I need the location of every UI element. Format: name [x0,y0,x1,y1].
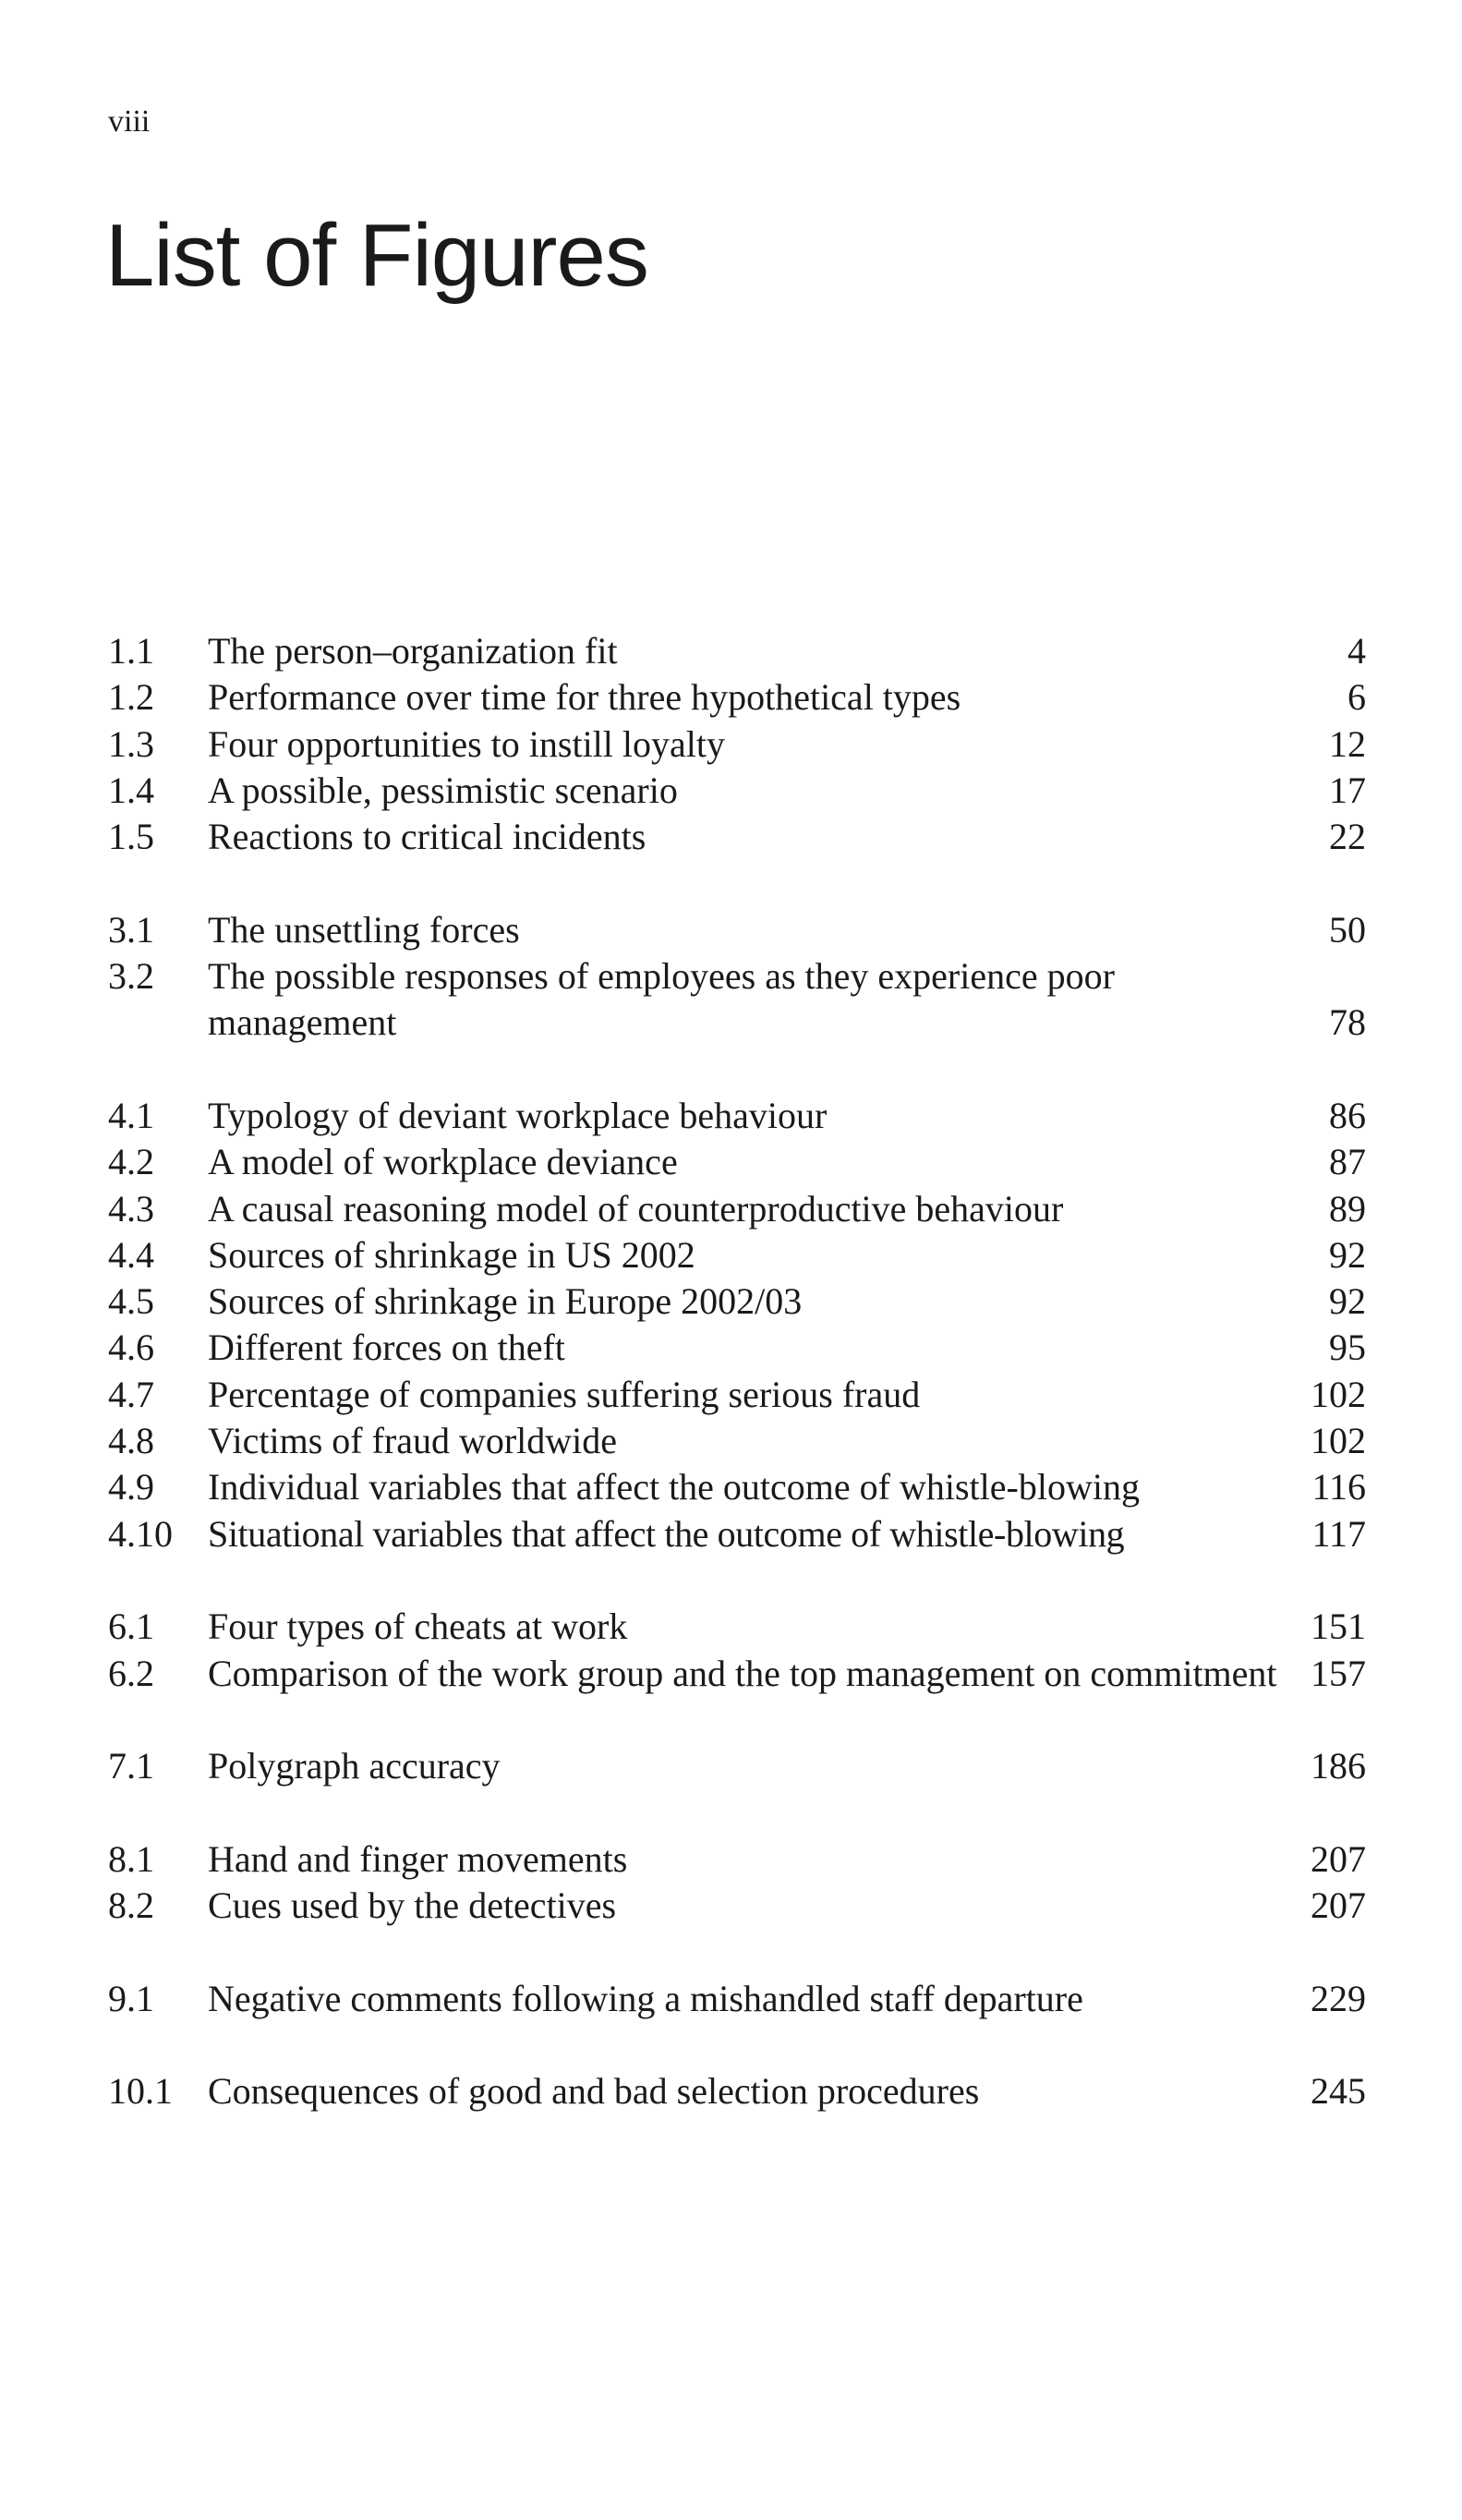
figure-page: 22 [1329,816,1366,858]
figure-caption: Negative comments following a mishandled staff departure [208,1977,1083,2019]
figure-page: 92 [1329,1233,1366,1276]
figure-page: 116 [1311,1466,1366,1508]
figure-page: 86 [1329,1094,1366,1136]
figure-number: 4.10 [108,1512,173,1555]
figure-number: 4.8 [108,1420,154,1462]
figure-entry[interactable] [108,1278,1366,1325]
figure-caption: A causal reasoning model of counterproductive behaviour [208,1187,1064,1230]
figure-caption: Four opportunities to instill loyalty [208,722,725,765]
figure-page: 245 [1311,2070,1366,2113]
figure-entry[interactable] [108,1418,1366,1464]
figure-page: 78 [1329,1001,1366,1044]
figure-caption: Typology of deviant workplace behaviour [208,1094,828,1136]
figure-number: 4.2 [108,1141,154,1183]
figure-entry[interactable] [108,953,1366,1047]
figure-group-chapter-6 [108,1604,1366,1697]
figure-number: 4.9 [108,1466,154,1508]
figure-caption: A possible, pessimistic scenario [208,769,678,811]
figure-number: 4.3 [108,1187,154,1230]
figure-number: 1.3 [108,722,154,765]
figure-number: 4.5 [108,1280,154,1323]
page-number: viii [108,104,151,139]
figure-group-chapter-4 [108,1093,1366,1557]
figure-entry[interactable] [108,1743,1366,1789]
figure-page: 50 [1329,908,1366,951]
figure-caption: A model of workplace deviance [208,1141,678,1183]
figure-entry[interactable] [108,2068,1366,2114]
figure-entry[interactable] [108,1232,1366,1278]
figure-caption: Comparison of the work group and the top management on commitment [208,1652,1277,1694]
figure-number: 1.4 [108,769,154,811]
figure-group-chapter-10 [108,2068,1366,2114]
figure-page: 4 [1347,630,1366,672]
figure-page: 157 [1311,1652,1366,1694]
figure-page: 207 [1311,1837,1366,1880]
figure-caption: Hand and finger movements [208,1837,628,1880]
figure-caption: Polygraph accuracy [208,1745,501,1787]
figure-entry[interactable] [108,768,1366,814]
figure-page: 92 [1329,1280,1366,1323]
figure-caption: Performance over time for three hypothetical types [208,676,961,719]
figure-caption: Percentage of companies suffering serious fraud [208,1373,921,1415]
figure-caption: Cues used by the detectives [208,1884,617,1927]
figure-number: 6.1 [108,1605,154,1648]
figure-page: 207 [1311,1884,1366,1927]
figure-entry[interactable] [108,1186,1366,1232]
figure-page: 186 [1311,1745,1366,1787]
figure-entry[interactable] [108,628,1366,674]
figure-group-chapter-9 [108,1976,1366,2022]
figure-page: 229 [1311,1977,1366,2019]
figure-caption: Consequences of good and bad selection procedures [208,2070,980,2113]
figure-page: 102 [1311,1373,1366,1415]
figure-group-chapter-8 [108,1836,1366,1930]
figure-caption: Victims of fraud worldwide [208,1420,618,1462]
figure-entry[interactable] [108,1883,1366,1929]
figure-page: 17 [1329,769,1366,811]
figure-entry[interactable] [108,1139,1366,1185]
figure-list [108,628,1366,2162]
figure-page: 95 [1329,1327,1366,1369]
figure-entry[interactable] [108,1976,1366,2022]
figure-caption: Individual variables that affect the outcome of whistle-blowing [208,1466,1140,1508]
figure-entry[interactable] [108,721,1366,768]
figure-page: 87 [1329,1141,1366,1183]
figure-entry[interactable] [108,907,1366,953]
figure-number: 7.1 [108,1745,154,1787]
figure-page: 117 [1311,1512,1366,1555]
figure-entry[interactable] [108,1464,1366,1510]
figure-caption: Sources of shrinkage in Europe 2002/03 [208,1280,803,1323]
page-title: List of Figures [105,206,648,305]
figure-group-chapter-3 [108,907,1366,1047]
figure-page: 6 [1347,676,1366,719]
figure-number: 3.2 [108,955,154,998]
figure-number: 8.1 [108,1837,154,1880]
figure-entry[interactable] [108,1651,1366,1697]
figure-caption: Four types of cheats at work [208,1605,628,1648]
figure-number: 4.7 [108,1373,154,1415]
figure-entry[interactable] [108,1325,1366,1371]
figure-caption: The person–organization fit [208,630,618,672]
figure-caption: The unsettling forces [208,908,520,951]
figure-page: 12 [1329,722,1366,765]
figure-entry[interactable] [108,1604,1366,1650]
figure-number: 10.1 [108,2070,173,2113]
figure-number: 9.1 [108,1977,154,2019]
figure-number: 1.2 [108,676,154,719]
figure-entry[interactable] [108,674,1366,721]
figure-number: 3.1 [108,908,154,951]
figure-group-chapter-1 [108,628,1366,860]
figure-page: 151 [1311,1605,1366,1648]
figure-entry[interactable] [108,814,1366,860]
figure-caption: Different forces on theft [208,1327,565,1369]
figure-page: 102 [1311,1420,1366,1462]
figure-number: 4.6 [108,1327,154,1369]
figure-caption: The possible responses of employees as they experience poor management [208,955,1115,1044]
figure-number: 4.4 [108,1233,154,1276]
figure-number: 6.2 [108,1652,154,1694]
figure-group-chapter-7 [108,1743,1366,1789]
figure-number: 8.2 [108,1884,154,1927]
figure-caption: Situational variables that affect the outcome of whistle-blowing [208,1512,1125,1555]
figure-number: 4.1 [108,1094,154,1136]
figure-number: 1.5 [108,816,154,858]
figure-caption: Sources of shrinkage in US 2002 [208,1233,695,1276]
figure-entry[interactable] [108,1093,1366,1139]
figure-number: 1.1 [108,630,154,672]
figure-page: 89 [1329,1187,1366,1230]
figure-entry[interactable] [108,1836,1366,1883]
figure-entry[interactable] [108,1511,1366,1557]
figure-entry[interactable] [108,1372,1366,1418]
figure-caption: Reactions to critical incidents [208,816,646,858]
